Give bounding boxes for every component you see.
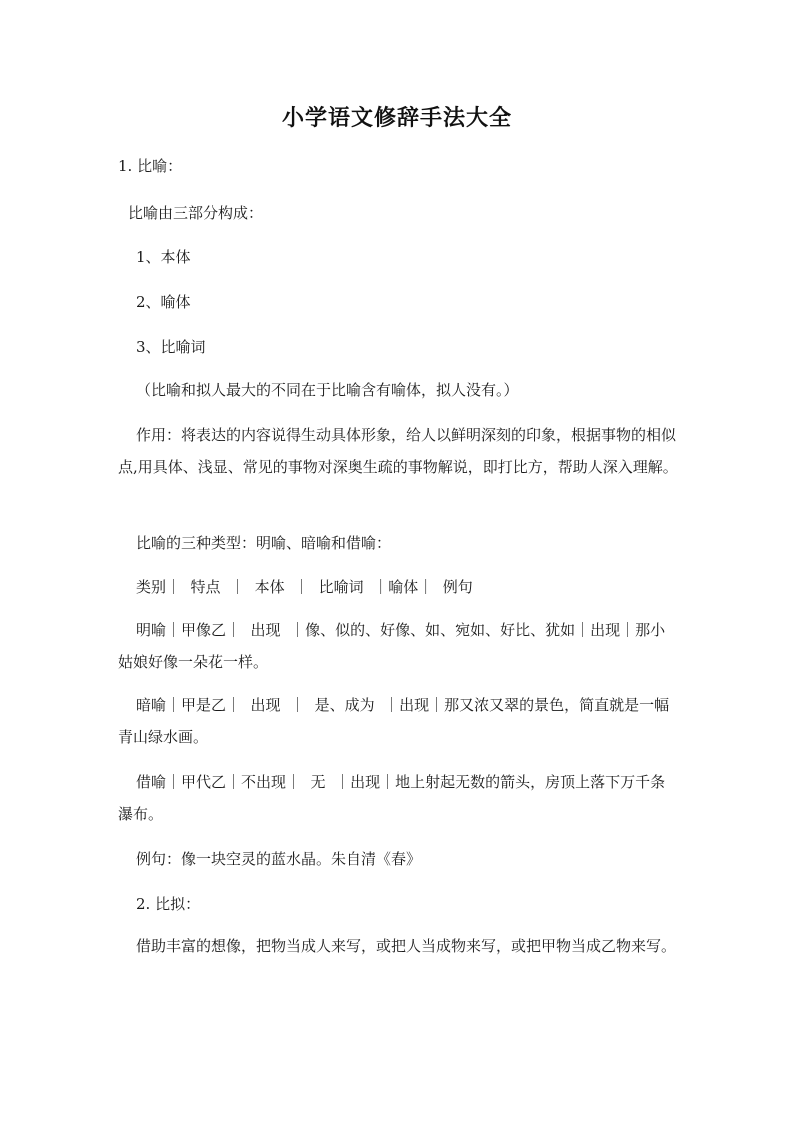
types-table-header: 类别｜ 特点 ｜ 本体 ｜ 比喻词 ｜喻体｜ 例句	[136, 578, 473, 596]
composition-intro: 比喻由三部分构成：	[128, 204, 264, 222]
types-row-metaphor: 暗喻｜甲是乙｜ 出现 ｜ 是、成为 ｜出现｜那又浓又翠的景色，简直就是一幅青山绿水画。	[118, 696, 670, 746]
list-item-vehicle: 2、喻体	[136, 293, 191, 311]
example-sentence: 例句：像一块空灵的蓝水晶。朱自清《春》	[136, 850, 422, 868]
types-row-metonymy: 借喻｜甲代乙｜不出现｜ 无 ｜出现｜地上射起无数的箭头，房顶上落下万千条瀑布。	[118, 773, 666, 823]
difference-note: （比喻和拟人最大的不同在于比喻含有喻体，拟人没有。）	[136, 381, 519, 399]
section-heading-personification: 2. 比拟：	[136, 895, 201, 913]
types-row-simile: 明喻｜甲像乙｜ 出现 ｜像、似的、好像、如、宛如、好比、犹如｜出现｜那小姑娘好像一朵花一样。	[118, 621, 666, 671]
function-paragraph: 作用：将表达的内容说得生动具体形象，给人以鲜明深刻的印象，根据事物的相似点,用具体、浅显、常见的事物对深奥生疏的事物解说，即打比方，帮助人深入理解。	[118, 426, 678, 476]
document-title: 小学语文修辞手法大全	[281, 105, 512, 131]
list-item-tenor: 1、本体	[136, 248, 191, 266]
types-intro: 比喻的三种类型：明喻、暗喻和借喻：	[136, 534, 392, 552]
section-heading-simile: 1. 比喻：	[118, 157, 183, 175]
list-item-comparison-word: 3、比喻词	[136, 338, 206, 356]
personification-paragraph: 借助丰富的想像，把物当成人来写，或把人当成物来写，或把甲物当成乙物来写。	[136, 937, 677, 955]
